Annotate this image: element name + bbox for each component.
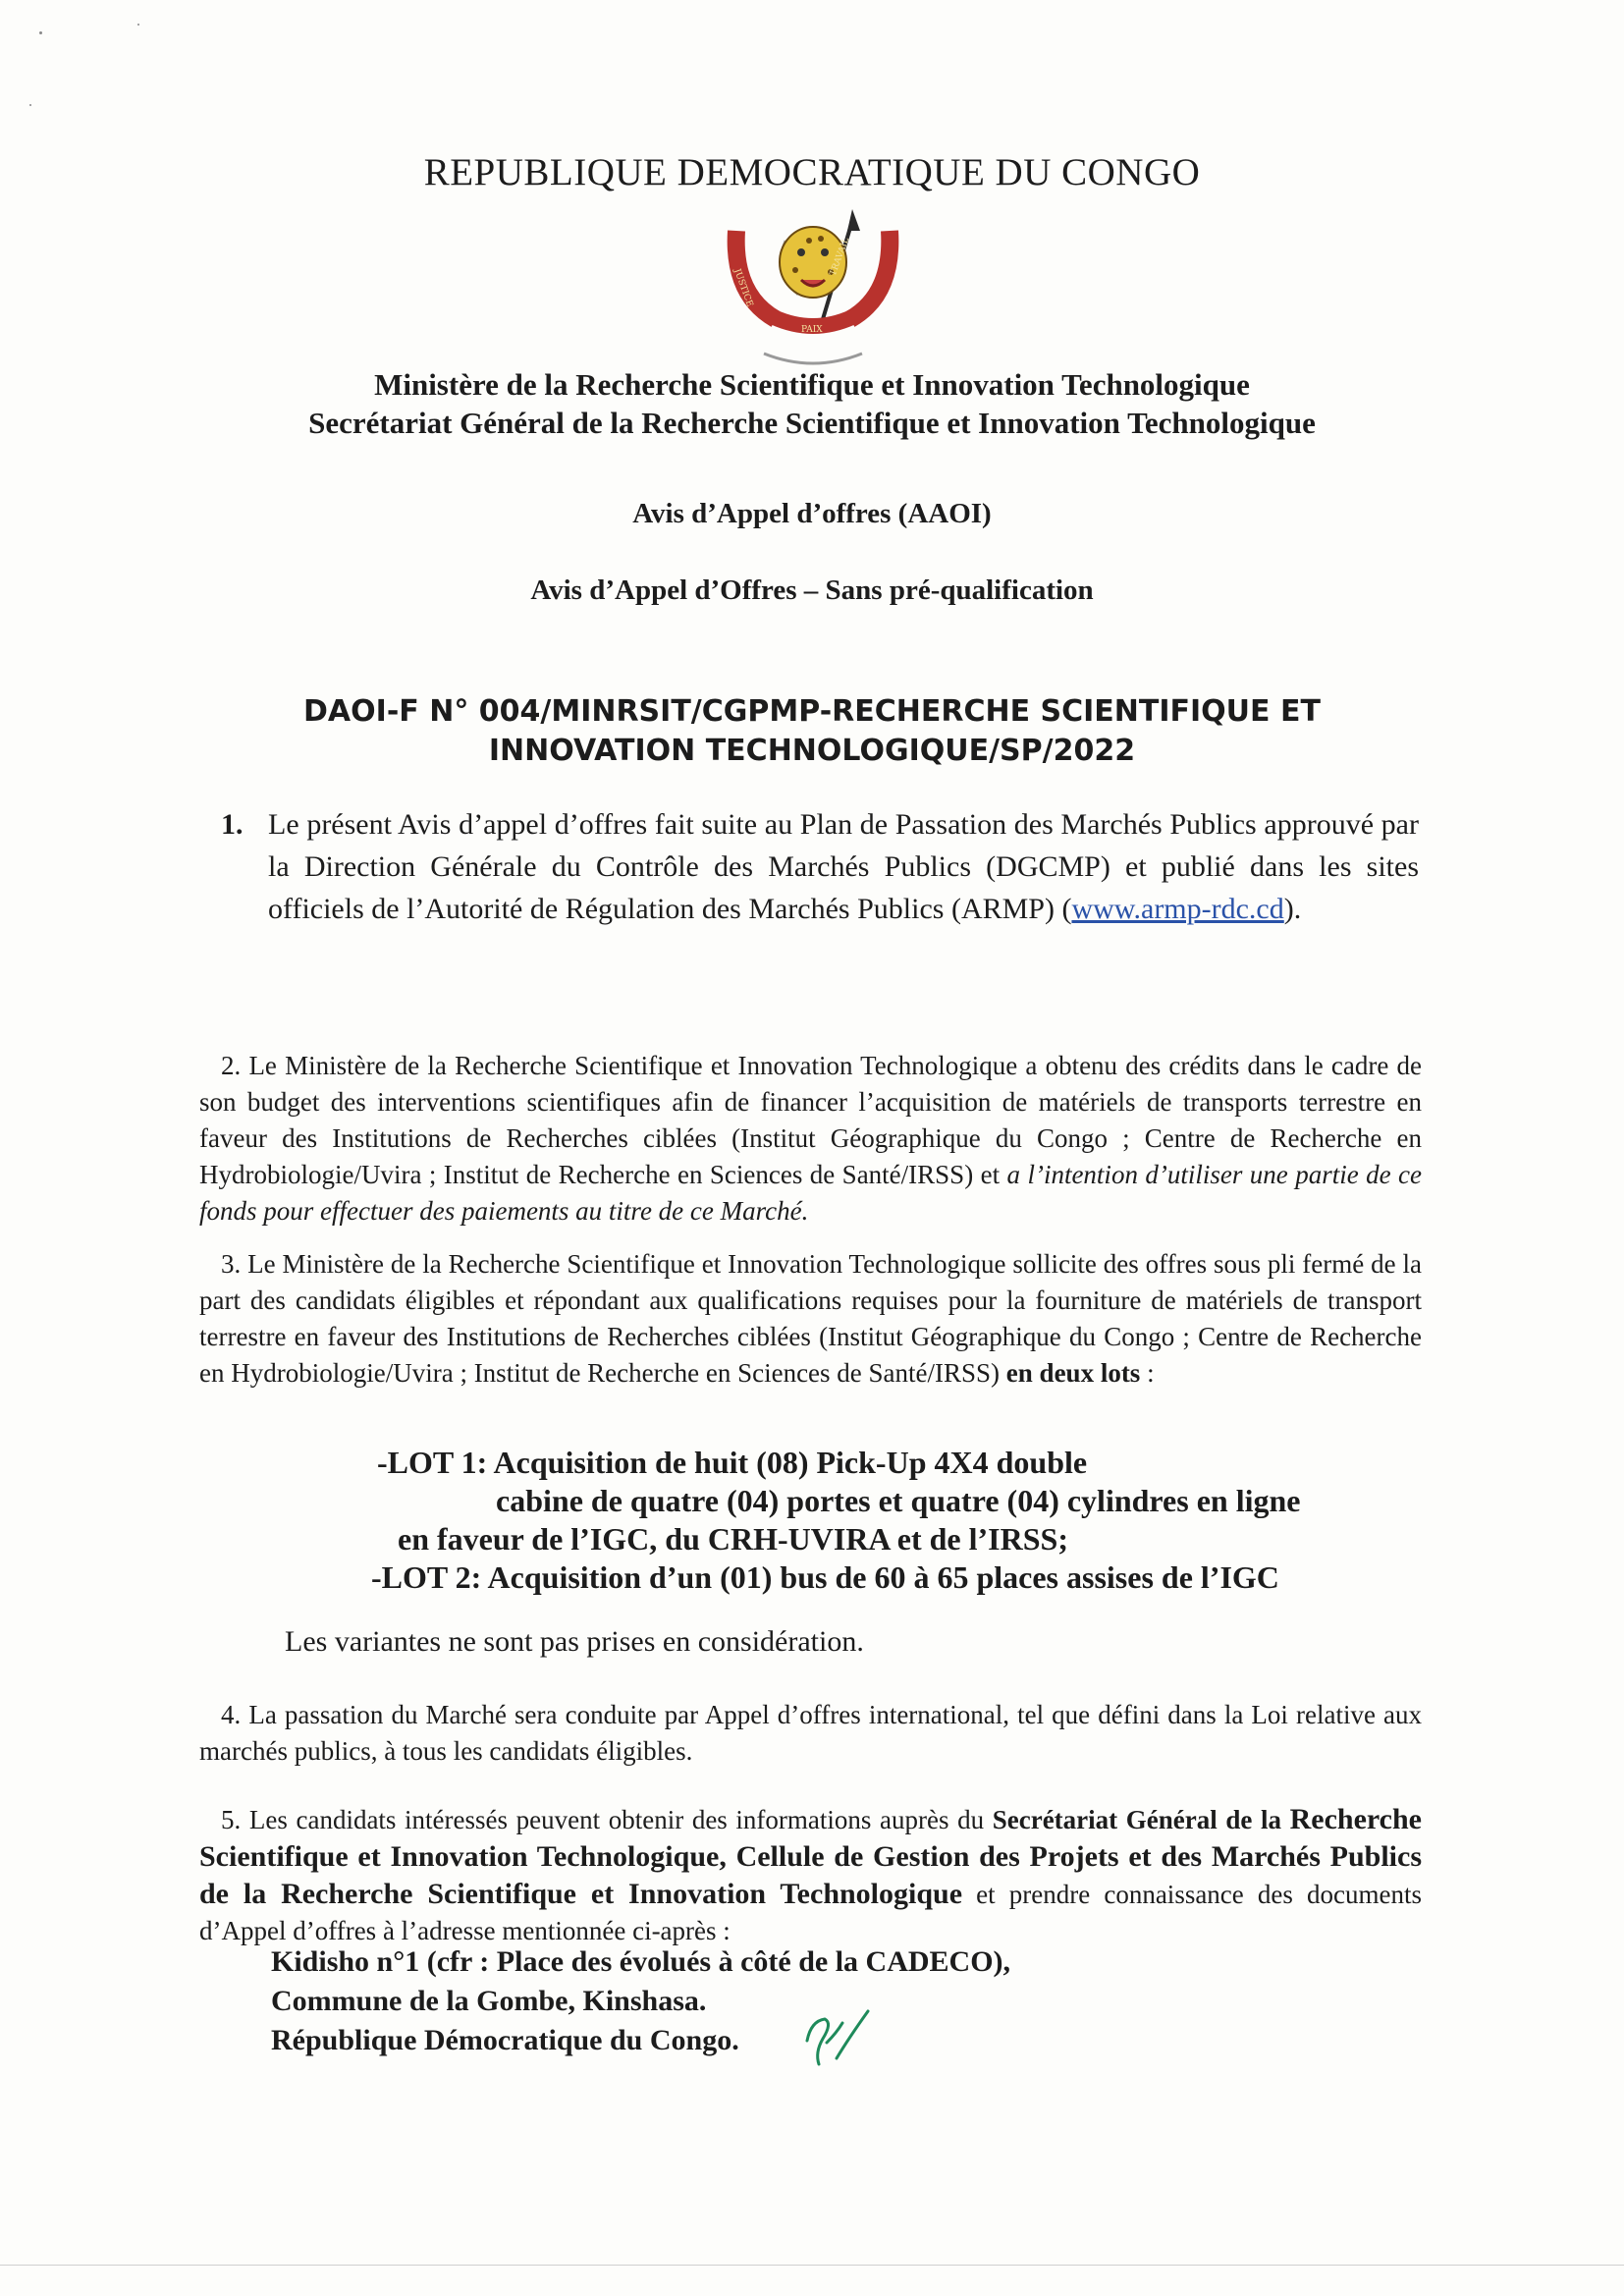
lot-2-line: -LOT 2: Acquisition d’un (01) bus de 60 à 65 places assises de l’IGC	[371, 1559, 1279, 1595]
scan-speck	[137, 24, 139, 26]
lot-1-line-1: -LOT 1: Acquisition de huit (08) Pick-Up 4X4 double	[377, 1445, 1088, 1480]
emblem-word: TRAVAIL	[828, 236, 852, 278]
paragraph-5-text-2: et prendre connaissance des documents d’Appel d’offres à l’adresse mentionnée ci-après :	[199, 1880, 1422, 1945]
secretariat-name: Secrétariat Général de la Recherche Scientifique et Innovation Technologique	[308, 406, 1316, 440]
notice-subtype: Avis d’Appel d’Offres – Sans pré-qualification	[530, 574, 1094, 606]
armp-website-link[interactable]: www.armp-rdc.cd	[1071, 893, 1284, 925]
paragraph-3-end: :	[1140, 1358, 1155, 1388]
reference-number	[0, 692, 1624, 771]
lot-1-line-2: cabine de quatre (04) portes et quatre (04) cylindres en ligne	[496, 1483, 1301, 1518]
emblem-word: JUSTICE	[731, 267, 755, 308]
paragraph-number: 1.	[221, 808, 244, 841]
paragraph-4-text: La passation du Marché sera conduite par Appel d’offres international, tel que défini dans la Loi relative aux marchés publics, à tous les candidats éligibles.	[199, 1700, 1422, 1766]
notice-type: Avis d’Appel d’offres (AAOI)	[632, 498, 992, 529]
paragraph-5	[199, 1801, 1422, 1949]
paragraph-1-end: ).	[1283, 893, 1302, 925]
reference-line-1: DAOI-F N° 004/MINRSIT/CGPMP-RECHERCHE SCIENTIFIQUE ET	[303, 694, 1321, 729]
paragraph-5-bold-2: Recherche Scientifique et Innovation Technologique, Cellule de Gestion des Projets et des Marchés Publics de la Recherche Scientifique et Innovation Technologique	[199, 1803, 1422, 1910]
paragraph-2-italic: a l’intention d’utiliser une partie de ce fonds pour effectuer des paiements au titre de ce Marché.	[199, 1160, 1422, 1226]
address-line-3: République Démocratique du Congo.	[271, 2024, 739, 2056]
paragraph-3-bold: en deux lots	[1005, 1358, 1141, 1388]
paragraph-5-bold-1: Secrétariat Général de la	[992, 1805, 1281, 1834]
emblem-word: PAIX	[801, 325, 823, 335]
address-line-1: Kidisho n°1 (cfr : Place des évolués à côté de la CADECO),	[271, 1945, 1011, 1978]
ministry-header	[0, 365, 1624, 442]
address-line-2: Commune de la Gombe, Kinshasa.	[271, 1985, 707, 2017]
lot-1-line-3: en faveur de l’IGC, du CRH-UVIRA et de l’IRSS;	[398, 1521, 1068, 1557]
ministry-name: Ministère de la Recherche Scientifique et Innovation Technologique	[374, 367, 1250, 402]
page-bottom-line	[0, 2265, 1624, 2266]
paragraph-3-text: Le Ministère de la Recherche Scientifique et Innovation Technologique sollicite des offres sous pli fermé de la part des candidats éligibles et répondant aux qualifications requises pour la fourniture de matériels de transport terrestre en faveur des Institutions de Recherches ciblées (Institut Géographique du Congo ; Centre de Recherche en Hydrobiologie/Uvira ; Institut de Recherche en Sciences de Santé/IRSS)	[199, 1249, 1422, 1388]
paragraph-2-text: Le Ministère de la Recherche Scientifique et Innovation Technologique a obtenu des crédits dans le cadre de son budget des interventions scientifiques afin de financer l’acquisition de matériels de transports terrestre en faveur des Institutions de Recherches ciblées (Institut Géographique du Congo ; Centre de Recherche en Hydrobiologie/Uvira ; Institut de Recherche en Sciences de Santé/IRSS) et	[199, 1051, 1422, 1189]
coat-of-arms-emblem	[705, 201, 921, 368]
variantes-note: Les variantes ne sont pas prises en considération.	[285, 1625, 864, 1658]
paragraph-number: 5.	[221, 1805, 242, 1834]
paragraph-number: 3.	[221, 1249, 242, 1279]
paragraph-4	[199, 1697, 1422, 1770]
paragraph-5-text: Les candidats intéressés peuvent obtenir des informations auprès du	[248, 1805, 993, 1834]
paragraph-number: 2.	[221, 1051, 242, 1080]
paragraph-1	[221, 803, 1419, 930]
reference-line-2: INNOVATION TECHNOLOGIQUE/SP/2022	[488, 734, 1136, 768]
signature-initials	[797, 2003, 876, 2072]
scan-speck	[39, 31, 42, 34]
paragraph-3	[199, 1246, 1422, 1392]
paragraph-1-text: Le présent Avis d’appel d’offres fait suite au Plan de Passation des Marchés Publics approuvé par la Direction Générale du Contrôle des Marchés Publics (DGCMP) et publié dans les sites officiels de l’Autorité de Régulation des Marchés Publics (ARMP) (	[268, 808, 1419, 925]
country-heading: REPUBLIQUE DEMOCRATIQUE DU CONGO	[423, 151, 1201, 193]
scan-speck	[29, 104, 31, 106]
paragraph-number: 4.	[221, 1700, 242, 1729]
paragraph-2	[199, 1048, 1422, 1230]
